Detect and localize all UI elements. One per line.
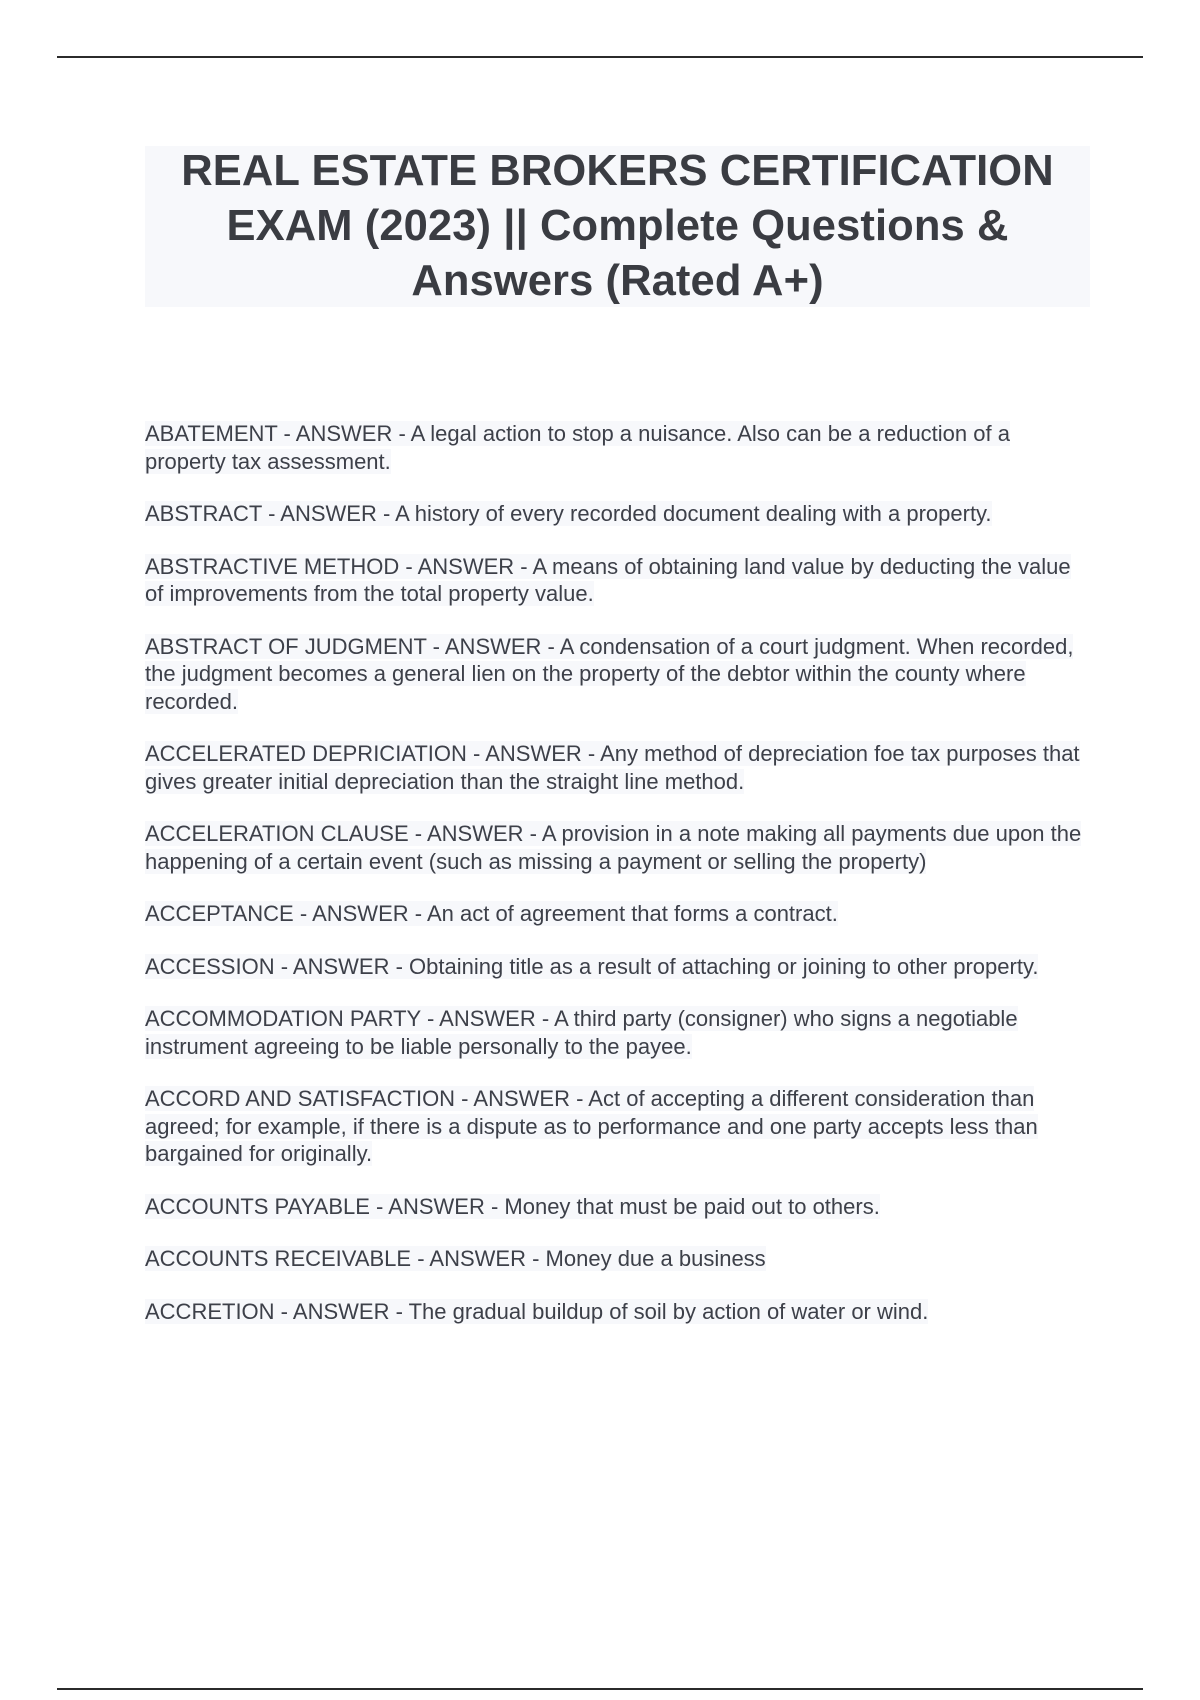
list-item: [145, 953, 1090, 981]
list-item: [145, 1005, 1090, 1060]
list-item: [145, 1193, 1090, 1221]
entry-list: [145, 420, 1090, 1350]
entry-text: ACCOUNTS RECEIVABLE - ANSWER - Money due a business: [145, 1246, 766, 1271]
entry-text: ACCOUNTS PAYABLE - ANSWER - Money that must be paid out to others.: [145, 1193, 880, 1219]
entry-text: ACCRETION - ANSWER - The gradual buildup of soil by action of water or wind.: [145, 1298, 929, 1324]
entry-text: ACCESSION - ANSWER - Obtaining title as a result of attaching or joining to other property.: [145, 953, 1039, 979]
list-item: [145, 1298, 1090, 1326]
entry-text: ACCOMMODATION PARTY - ANSWER - A third party (consigner) who signs a negotiable instrument agreeing to be liable personally to the payee.: [145, 1006, 1018, 1059]
entry-text: ACCEPTANCE - ANSWER - An act of agreement that forms a contract.: [145, 901, 838, 926]
entry-text: ACCORD AND SATISFACTION - ANSWER - Act of accepting a different consideration than agreed; for example, if there is a dispute as to performance and one party accepts less than bargained for originally.: [145, 1086, 1038, 1166]
list-item: [145, 1085, 1090, 1168]
list-item: [145, 1245, 1090, 1273]
entry-text: ABATEMENT - ANSWER - A legal action to stop a nuisance. Also can be a reduction of a property tax assessment.: [145, 421, 1010, 474]
top-rule: [57, 56, 1143, 58]
list-item: [145, 553, 1090, 608]
list-item: [145, 420, 1090, 475]
entry-text: ABSTRACT OF JUDGMENT - ANSWER - A condensation of a court judgment. When recorded, the judgment becomes a general lien on the property of the debtor within the county where recorded.: [145, 633, 1074, 714]
list-item: [145, 740, 1090, 795]
bottom-rule: [57, 1688, 1143, 1690]
list-item: [145, 500, 1090, 528]
document-title: REAL ESTATE BROKERS CERTIFICATION EXAM (2023) || Complete Questions & Answers (Rated A+): [181, 147, 1054, 305]
entry-text: ACCELERATED DEPRICIATION - ANSWER - Any method of depreciation foe tax purposes that gives greater initial depreciation than the straight line method.: [145, 741, 1080, 794]
list-item: [145, 633, 1090, 716]
list-item: [145, 820, 1090, 875]
entry-text: ABSTRACT - ANSWER - A history of every recorded document dealing with a property.: [145, 501, 992, 526]
entry-text: ACCELERATION CLAUSE - ANSWER - A provision in a note making all payments due upon the happening of a certain event (such as missing a payment or selling the property): [145, 821, 1082, 874]
entry-text: ABSTRACTIVE METHOD - ANSWER - A means of obtaining land value by deducting the value of improvements from the total property value.: [145, 553, 1071, 606]
title-block: [145, 146, 1090, 307]
list-item: [145, 900, 1090, 928]
